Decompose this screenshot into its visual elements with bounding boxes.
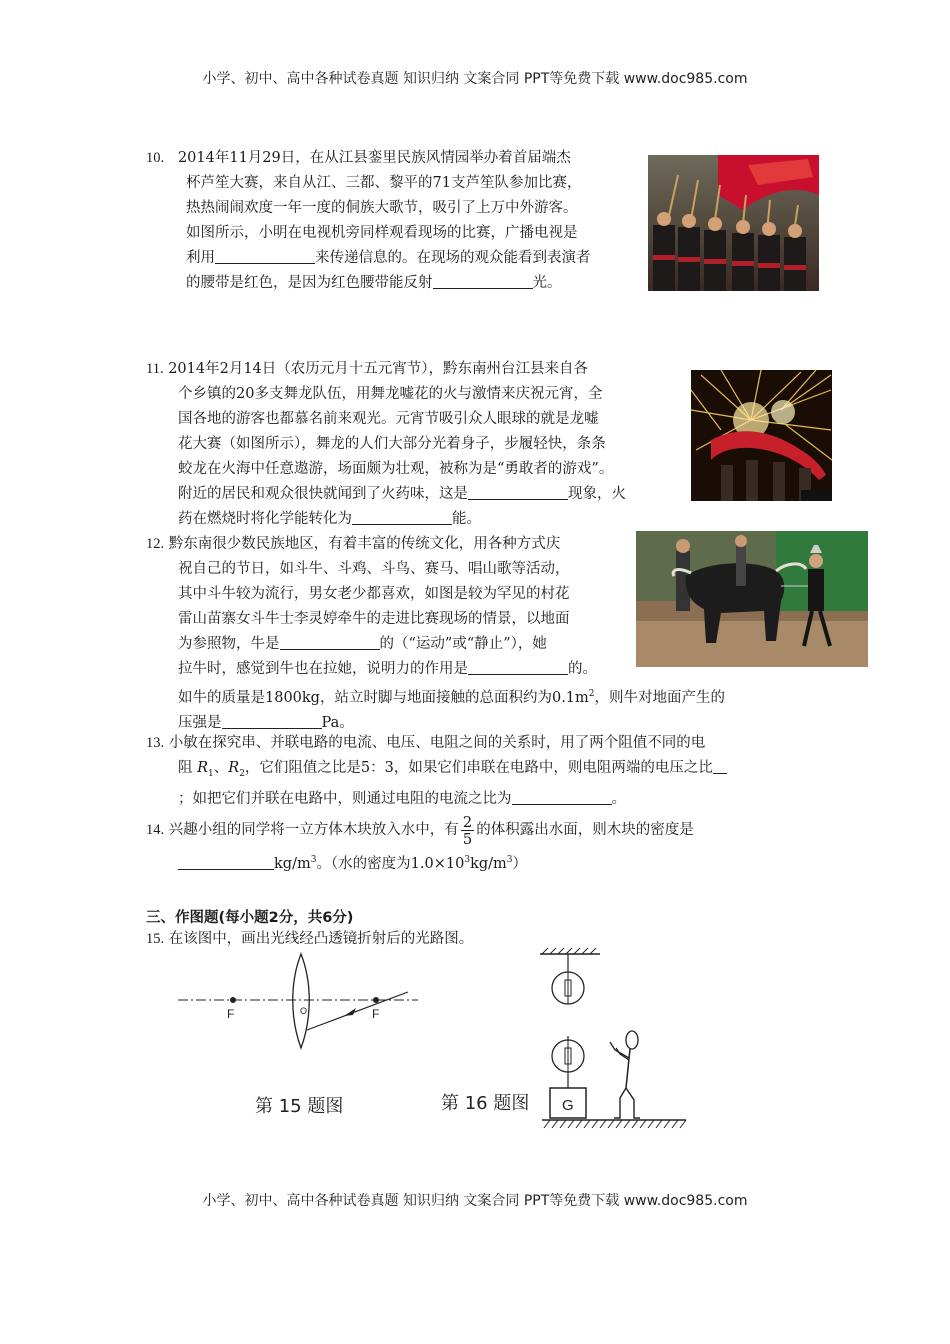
text-line: 在该图中，画出光线经凸透镜折射后的光路图。 [168, 931, 474, 947]
text-line: 祝自己的节日，如斗牛、斗鸡、斗鸟、赛马、唱山歌等活动， [178, 561, 570, 577]
text-line: 雷山苗寨女斗牛士李灵婷牵牛的走进比赛现场的情景，以地面 [178, 611, 570, 627]
text-line: 个乡镇的20多支舞龙队伍，用舞龙嘘花的火与激情来庆祝元宵，全 [178, 386, 603, 402]
superscript: 2 [588, 689, 595, 699]
question-number: 14. [146, 822, 165, 838]
text-segment: 的。 [568, 661, 597, 677]
bull-leading-photo [636, 531, 868, 667]
question-14 [146, 812, 694, 877]
fraction [461, 814, 475, 847]
question-number: 13. [146, 735, 165, 751]
section-title: 三、作图题(每小题2分，共6分) [146, 910, 354, 926]
answer-blank[interactable] [512, 788, 612, 805]
focal-point-left-label: F [227, 1007, 235, 1021]
text-segment: 兴趣小组的同学将一立方体木块放入水中，有 [168, 822, 459, 838]
text-segment: 药在燃烧时将化学能转化为 [178, 511, 352, 527]
text-line: 黔东南很少数民族地区，有着丰富的传统文化，用各种方式庆 [168, 536, 561, 552]
question-number: 12. [146, 536, 165, 552]
answer-blank[interactable] [280, 633, 380, 650]
fraction-numerator: 2 [462, 812, 473, 831]
answer-blank[interactable] [433, 272, 533, 289]
answer-blank[interactable] [352, 508, 452, 525]
text-segment: 压强是 [178, 714, 222, 731]
text-segment: kg/m [470, 855, 507, 872]
text-line: 如图所示，小明在电视机旁同样观看现场的比赛，广播电视是 [186, 225, 578, 241]
text-segment: 的（“运动”或“静止”），她 [379, 636, 547, 652]
text-segment: ；如把它们并联在电路中，则通过电阻的电流之比为 [178, 790, 512, 807]
text-line: 蛟龙在火海中任意遨游，场面颇为壮观，被称为是“勇敢者的游戏”。 [178, 461, 614, 477]
text-segment: 如牛的质量是1800kg，站立时脚与地面接触的总面积约为0.1m [178, 689, 589, 706]
answer-blank[interactable] [468, 483, 568, 500]
fraction-denominator: 5 [462, 829, 473, 848]
text-line: 小敏在探究串、并联电路的电流、电压、电阻之间的关系时，用了两个阻值不同的电 [168, 735, 706, 751]
superscript: 3 [464, 855, 471, 865]
focal-point-right-label: F [372, 1007, 380, 1021]
question-number: 10. [146, 150, 165, 166]
text-line: 2014年11月29日，在从江县銮里民族风情园举办着首届端杰 [177, 150, 571, 166]
text-segment: 、 [213, 760, 229, 776]
text-line: 花大赛（如图所示），舞龙的人们大部分光着身子，步履轻快，条条 [178, 436, 606, 452]
optical-center-label: O [300, 1006, 308, 1016]
superscript: 3 [506, 855, 513, 865]
question-number: 11. [146, 361, 164, 377]
text-segment: ，则牛对地面产生的 [594, 689, 726, 706]
figure-15-lens-diagram [176, 952, 426, 1102]
text-line: 2014年2月14日（农历元月十五元宵节），黔东南州台江县来自各 [168, 361, 589, 377]
text-line: 国各地的游客也都慕名前来观光。元宵节吸引众人眼球的就是龙嘘 [178, 411, 599, 427]
page-footer: 小学、初中、高中各种试卷真题 知识归纳 文案合同 PPT等免费下载 www.doc985.com [202, 1193, 748, 1209]
resistor-symbol: R [228, 760, 240, 776]
text-line: 杯芦笙大赛，来自从江、三都、黎平的71支芦笙队参加比赛， [186, 175, 582, 191]
text-segment: 拉牛时，感觉到牛也在拉她，说明力的作用是 [178, 661, 468, 677]
text-segment: 附近的居民和观众很快就闻到了火药味，这是 [178, 486, 468, 502]
text-segment: kg/m [274, 855, 311, 872]
text-segment: 阻 [178, 760, 193, 776]
dragon-fireworks-photo [691, 370, 832, 501]
text-segment: 的腰带是红色，是因为红色腰带能反射 [186, 275, 433, 291]
text-segment: 来传递信息的。在现场的观众能看到表演者 [315, 250, 591, 266]
block-g-label: G [562, 1097, 574, 1114]
superscript: 3 [310, 855, 317, 865]
text-segment: 。（水的密度为1.0×10 [316, 855, 465, 872]
question-13 [146, 731, 727, 812]
text-segment: ，它们阻值之比是5：3，如果它们串联在电路中，则电阻两端的电压之比 [244, 760, 713, 776]
text-segment: Pa。 [321, 714, 354, 731]
text-segment: 光。 [532, 275, 562, 291]
text-segment: 能。 [452, 511, 481, 527]
question-11 [146, 357, 626, 532]
text-segment: 。 [611, 790, 626, 807]
text-segment: 为参照物，牛是 [178, 636, 280, 652]
answer-blank[interactable] [468, 658, 568, 675]
figure-16-caption: 第 16 题图 [441, 1093, 530, 1114]
subscript: 1 [208, 768, 214, 779]
question-15 [146, 927, 473, 952]
page-header: 小学、初中、高中各种试卷真题 知识归纳 文案合同 PPT等免费下载 www.doc985.com [202, 71, 748, 87]
answer-blank[interactable] [178, 853, 274, 870]
text-line: 热热闹闹欢度一年一度的侗族大歌节，吸引了上万中外游客。 [186, 200, 578, 216]
figure-16-pulley-diagram [540, 948, 690, 1138]
question-number: 15. [146, 931, 165, 947]
subscript: 2 [239, 768, 245, 779]
text-segment: 利用 [186, 250, 215, 266]
resistor-symbol: R [197, 760, 209, 776]
question-10 [146, 146, 591, 296]
answer-blank[interactable] [222, 712, 322, 729]
figure-15-caption: 第 15 题图 [255, 1096, 344, 1117]
text-line: 其中斗牛较为流行，男女老少都喜欢，如图是较为罕见的村花 [178, 586, 570, 602]
text-segment: 现象，火 [568, 486, 626, 502]
answer-blank[interactable] [215, 247, 315, 264]
text-segment: ） [512, 855, 528, 872]
answer-blank[interactable] [713, 757, 727, 774]
text-segment: 的体积露出水面，则木块的密度是 [476, 822, 694, 838]
lusheng-festival-photo [648, 155, 819, 291]
